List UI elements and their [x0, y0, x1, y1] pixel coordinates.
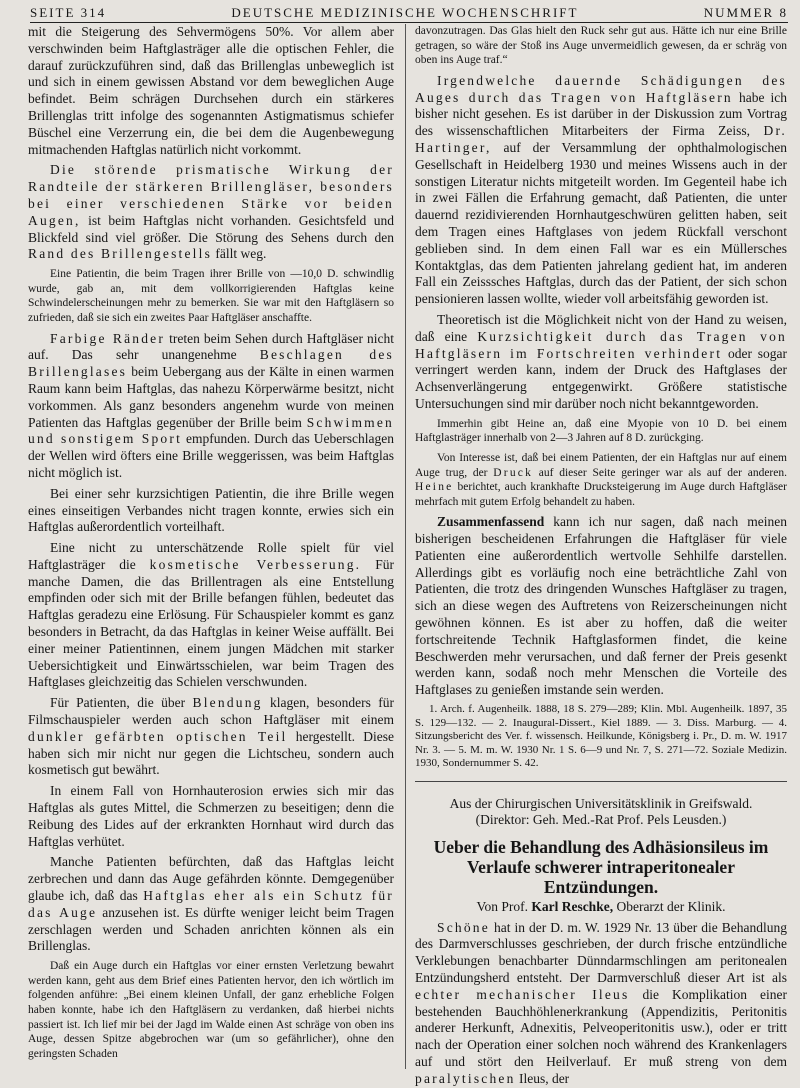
text-run: auf dieser Seite geringer war als auf der anderen.: [533, 466, 787, 479]
text-run: beim Uebergang aus der Kälte in einen warmen Raum kann beim Haftglas, das nahezu Körperwärme besitzt, nicht vorkommen. Als ganz besonders angenehm wurde von meinen Patienten das Haftglas gegenüber der Brille beim: [28, 364, 394, 430]
small-paragraph: Immerhin gibt Heine an, daß eine Myopie von 10 D. bei einem Haftglasträger innerhalb von 2—3 Jahren auf 8 D. zurückging.: [415, 417, 787, 445]
text-run: oder sogar verringert werden kann, indem der Druck des Haftglases der Achsenverlängerung entgegenwirkt. Größere statistische Untersuchungen sind mir darüber noch nicht bekanntgeworden.: [415, 345, 787, 411]
emphasis: Heine: [415, 481, 454, 494]
emphasis: Dr. Hartinger,: [415, 123, 787, 155]
emphasis: Rand des Brillengestells: [28, 246, 213, 262]
section-rule: [415, 781, 787, 782]
paragraph: Bei einer sehr kurzsichtigen Patientin, die ihre Brille wegen eines einseitigen Verbandes nicht tragen konnte, erwies sich ein Haftglas außerordentlich vorteilhaft.: [28, 485, 394, 535]
column-divider: [405, 24, 406, 1069]
text-run: berichtet, auch krankhafte Drucksteigerung im Auge durch Haftgläser mehrfach mit gutem Erfolg behandelt zu haben.: [415, 481, 787, 508]
left-column: [28, 24, 394, 1073]
text-run: auf der Versammlung der ophthalmologischen Gesellschaft in Heidelberg 1930 und meines Wissens auch in der sonstigen Literatur nichts mitgeteilt worden. Im Gegenteil habe ich in zwei Fällen die Erfahrung gemacht, daß Patienten, die unter dauernd rezidivierenden Hornhautgeschwüren gelitten haben, seit dem Tragen eines Haftglases von jedem Rückfall verschont geblieben sind. In dem einen Fall war es ein Müllersches Kontaktglas, das dem Patienten jahrelang gedient hat, im anderen Fall ein Zeisssches Haftglas, durch das der Patient, der sich schon pensionieren lassen wollte, wieder voll arbeitsfähig geworden ist.: [415, 139, 787, 307]
references: 1. Arch. f. Augenheilk. 1888, 18 S. 279—289; Klin. Mbl. Augenheilk. 1897, 35 S. 129—132. — 2. Inaugural-Dissert., Kiel 1889. — 3. Diss. Marburg. — 4. Sitzungsbericht des Ver. f. wissensch. Heilkunde, Königsberg i. Pr., D. m. W. 1917 Nr. 3. — 5. M. m. W. 1930 Nr. 1 S. 6—9 und Nr. 7, S. 271—72. Soziale Medizin. 1930, Sondernummer S. 42.: [415, 703, 787, 770]
paragraph: In einem Fall von Hornhauterosion erwies sich mir das Haftglas als gutes Mittel, die Schmerzen zu beseitigen; denn die Reibung des Lides auf der erkrankten Hornhaut wird durch das Haftglas verhütet.: [28, 783, 394, 849]
text-run: fällt weg.: [212, 246, 267, 262]
text-run: anzusehen ist. Es dürfte weniger leicht beim Tragen zerschlagen werden und Schaden anrichten können als ein Brillenglas.: [28, 904, 394, 954]
emphasis: Kurzsichtigkeit durch das Tragen von Haftgläsern im Fortschreiten verhindert: [415, 328, 787, 361]
text-run: Eine nicht zu unterschätzende Rolle spielt für viel Haftglasträger die: [28, 540, 394, 572]
institution-line: Aus der Chirurgischen Universitätsklinik in Greifswald.: [449, 795, 753, 811]
paragraph: [28, 162, 394, 263]
page-number: SEITE 314: [30, 5, 107, 20]
paragraph: [28, 331, 394, 482]
page-header: [30, 2, 788, 23]
emphasis: Beschlagen des Brillenglases: [28, 347, 394, 380]
emphasis: kosmetische Verbesserung.: [149, 556, 362, 572]
text-run: kann ich nur sagen, daß nach meinen bisherigen bescheidenen Erfahrungen die Haftgläser für viele Patienten eine außerordentlich wertvolle Sehhilfe darstellen. Allerdings gibt es vorläufig noch eine beträchtliche Zahl von Patienten, die trotz des dringenden Wunsches Haftgläser zu tragen, sich an diese wegen des Auftretens von Reizerscheinungen nicht gewöhnen können. Es ist aber zu hoffen, daß die weiter fortschreitende Technik Haftglasformen findet, die keine Beschwerden mehr verursachen, und daß ferner der Preis gesenkt werden kann, sodaß noch mehr Menschen die Vorteile des Haftglases zu genießen imstande sein werden.: [415, 514, 787, 698]
small-paragraph: [415, 451, 787, 509]
text-run: habe ich bisher nicht gesehen. Es ist darüber in der Diskussion zum Vortrag des wissenschaftlichen Mitarbeiters der Firma Zeiss,: [415, 89, 787, 139]
emphasis: paralytischen: [415, 1070, 516, 1086]
emphasis: Haftglas eher als ein Schutz für das Auge: [28, 888, 394, 920]
paragraph: mit die Steigerung des Sehvermögens 50%. Vor allem aber verschwinden beim Haftglasträger alle die optischen Fehler, die darauf zurückzuführen sind, daß das Brillenglas unbeweglich ist und sich in einem gewissen Abstand vor dem beweglichen Auge befindet. Beim schrägen Durchsehen durch ein stärkeres Brillenglas tritt infolge des sogenannten Astigmatismus schiefer Büschel eine Verzerrung ein, die bei dem die Augenbewegung mitmachenden Haftglas natürlich nicht vorkommt.: [28, 24, 394, 157]
small-paragraph: Eine Patientin, die beim Tragen ihrer Brille von —10,0 D. schwindlig wurde, gab an, mit dem vollkorrigierenden Haftglas keine Schwindelerscheinungen mehr zu bemerken. Sie war mit den Haftgläsern so zufrieden, daß sie sich ein zweites Paar Haftgläser anschaffte.: [28, 268, 394, 324]
author-name: Karl Reschke,: [531, 898, 614, 914]
issue-number: NUMMER 8: [703, 5, 788, 20]
paragraph: [28, 695, 394, 779]
journal-title: DEUTSCHE MEDIZINISCHE WOCHENSCHRIFT: [231, 5, 579, 20]
emphasis: Druck: [493, 466, 534, 479]
text-run: hat in der D. m. W. 1929 Nr. 13 über die Behandlung des Darmverschlusses geschrieben, der durch frische entzündliche Verklebungen benachbarter Dünndarmschlingen am peritonealen Entzündungsherd entsteht. Der Darmverschluß dieser Art ist als: [415, 919, 787, 986]
paragraph: [28, 854, 394, 955]
text-run: Von Interesse ist, daß bei einem Patienten, der ein Haftglas nur auf einem Auge trug, der: [415, 451, 787, 479]
small-paragraph: davonzutragen. Das Glas hielt den Ruck sehr gut aus. Hätte ich nur eine Brille getragen, so wäre der Stoß ins Auge unvermeidlich gewesen, da er schräg von oben ins Auge traf.“: [415, 25, 787, 67]
paragraph: [415, 73, 787, 308]
article-title: Ueber die Behandlung des Adhäsionsileus im Verlaufe schwerer intraperitonealer Entzündungen.: [433, 836, 769, 897]
director-line: (Direktor: Geh. Med.-Rat Prof. Pels Leusden.): [475, 812, 727, 828]
emphasis: Farbige Ränder: [50, 330, 166, 346]
text-run: die Komplikation einer bestehenden Bauchhöhlenerkrankung (Appendizitis, Peritonitis anderer Herkunft, Adnexitis, Pelveoperitonitis usw.), oder er tritt nach der Operation einer solchen noch während des Krankenlagers auf und stört den Heilverlauf. Er muß streng von dem: [415, 986, 787, 1070]
text-run: empfunden. Durch das Ueberschlagen der Wellen wird öfters eine Brille weggerissen, was beim Haftglas nicht möglich ist.: [28, 431, 395, 480]
emphasis: Schwimmen und sonstigem Sport: [28, 414, 394, 447]
text-run: Für Patienten, die über: [50, 695, 193, 711]
emphasis: dunkler gefärbten optischen Teil: [28, 728, 288, 744]
emphasis: Irgendwelche dauernde Schädigungen des Auges durch das Tragen von Haftgläsern: [415, 72, 787, 105]
text-run: Manche Patienten befürchten, daß das Haftglas leicht zerbrechen und dann das Auge gefährden könnte. Demgegenüber glaube ich, daß das: [28, 854, 394, 904]
emphasis: Blendung: [192, 695, 263, 711]
text-run: Ileus, der: [515, 1070, 570, 1086]
emphasis: echter mechanischer Ileus: [415, 986, 630, 1002]
small-paragraph: Daß ein Auge durch ein Haftglas vor einer ernsten Verletzung bewahrt werden kann, geht aus dem Brief eines Patienten hervor, den ich wörtlich im folgenden anführe: „Bei einem kleinen Unfall, der ganz erhebliche Folgen haben konnte, habe ich den Haftgläsern zu verdanken, daß hierbei nichts passiert ist. Ich lief mir bei der Jagd im Walde einen Ast schräge von oben ins Auge, dessen Spitze abgebrochen war (um so gefährlicher), ohne den geringsten Schaden: [28, 960, 394, 1060]
text-run: Von Prof.: [476, 898, 532, 914]
right-column: [415, 24, 787, 1086]
text-run: Theoretisch ist die Möglichkeit nicht von der Hand zu weisen, daß eine: [415, 311, 787, 344]
paragraph: [415, 312, 787, 413]
text-run: Oberarzt der Klinik.: [613, 898, 726, 914]
text-run: ist beim Haftglas nicht vorhanden. Gesichtsfeld und Blickfeld sind viel größer. Die Störung des Sehens durch den: [28, 212, 394, 245]
paragraph: [415, 920, 787, 1088]
paragraph: [415, 514, 787, 699]
emphasis: Schöne: [437, 919, 490, 935]
paragraph: [28, 540, 394, 691]
text-run: Für manche Damen, die das Brillentragen als eine Entstellung empfinden oder sich mit der Brille befangen fühlen, bedeutet das Haftglas geradezu eine Erlösung. Für Schauspieler kommt es ganz besonders in Betracht, da das Haftglas in keiner Weise auffällt. Bei einer meiner Patientinnen, einem jungen Mädchen mit starker Uebersichtigkeit und Einwärtsschielen, war beim Tragen des Haftglases gleichzeitig das Schielen verschwunden.: [28, 556, 394, 690]
text-run: klagen, besonders für Filmschauspieler werden auch schon Haftgläser mit einem: [28, 695, 394, 728]
emphasis: Die störende prismatische Wirkung der Randteile der stärkeren Brillengläser, besonders bei einer verschiedenen Stärke vor beiden Augen,: [28, 162, 394, 228]
author-line: [415, 899, 787, 916]
text-run: treten beim Sehen durch Haftgläser nicht auf. Das sehr unangenehme: [28, 330, 395, 363]
text-run: hergestellt. Diese haben sich mir nicht nur gegen die Lichtscheu, sondern auch kosmetisch gut bewährt.: [28, 728, 394, 778]
summary-lead: Zusammenfassend: [437, 514, 545, 530]
